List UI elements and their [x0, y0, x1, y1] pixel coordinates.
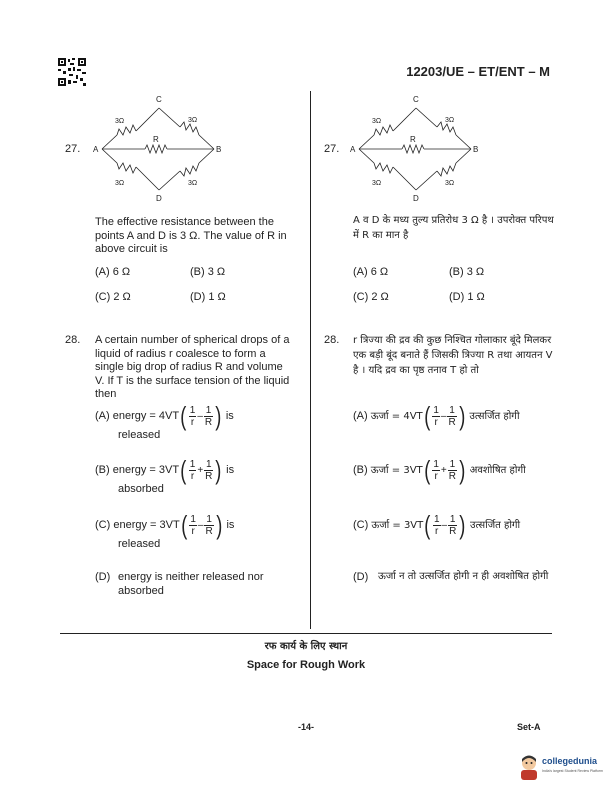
q28-hi-number: 28.	[324, 334, 340, 346]
q27-en-number: 27.	[65, 143, 81, 155]
fraction: $\frac{1}{r}$	[189, 404, 196, 428]
collegedunia-logo	[518, 750, 604, 784]
option-tail: उत्सर्जित होगी	[469, 410, 520, 422]
q28-en-option-c-line2: released	[118, 538, 161, 550]
rough-work-rule	[60, 633, 552, 634]
rough-work-hindi: रफ कार्य के लिए स्थान	[264, 641, 348, 652]
fraction: $\frac{1}{R}$	[448, 458, 456, 482]
q28-hi-option-d: ऊर्जा न तो उत्सर्जित होगी न ही अवशोषित होगी	[378, 571, 549, 582]
logo-name: collegedunia	[542, 756, 598, 766]
set-label: Set-A	[517, 722, 541, 732]
q28-en-option-d: energy is neither released nor absorbed	[118, 571, 264, 597]
q27-en-option-c: (C) 2 Ω	[95, 291, 131, 303]
circuit-res-db: 3Ω	[188, 180, 198, 187]
circuit-label-r: R	[410, 135, 416, 144]
column-divider	[310, 91, 311, 629]
fraction: $\frac{1}{R}$	[448, 404, 456, 428]
circuit-label-d: D	[156, 194, 162, 203]
circuit-label-b: B	[216, 145, 222, 154]
page-number: -14-	[297, 722, 314, 732]
q28-hi-option-d-label: (D)	[353, 571, 369, 583]
logo-tagline: India's largest Student Review Platform	[542, 769, 603, 773]
q27-en-option-a: (A) 6 Ω	[95, 266, 131, 278]
circuit-label-b: B	[473, 145, 479, 154]
q28-hi-option-a: (A) ऊर्जा = 4VT ( $\frac{1}{r}$ – $\frac{1}{R}$ ) उत्सर्जित होगी	[353, 401, 520, 431]
q28-en-option-a: (A) energy = 4VT ( $\frac{1}{r}$ – $\frac{1}{R}$ ) is	[95, 401, 234, 431]
q27-en-option-b: (B) 3 Ω	[190, 266, 226, 278]
fraction: $\frac{1}{r}$	[433, 404, 439, 428]
option-tail: अवशोषित होगी	[469, 464, 526, 476]
q27-hi-option-a: (A) 6 Ω	[353, 266, 389, 278]
circuit-label-r: R	[153, 135, 159, 144]
option-label: (A)	[353, 410, 368, 422]
option-label: (C)	[353, 519, 369, 531]
q28-hi-option-b: (B) ऊर्जा = 3VT ( $\frac{1}{r}$ + $\frac{1}{R}$ ) अवशोषित होगी	[353, 455, 526, 485]
q28-hi-option-c: (C) ऊर्जा = 3VT ( $\frac{1}{r}$ – $\frac{1}{R}$ ) उत्सर्जित होगी	[353, 510, 521, 540]
circuit-res-db: 3Ω	[445, 180, 455, 187]
circuit-res-cb: 3Ω	[188, 117, 198, 124]
fraction: $\frac{1}{R}$	[205, 513, 213, 537]
q27-hi-circuit	[347, 90, 487, 205]
qr-code	[58, 58, 86, 86]
option-label: (C)	[95, 519, 111, 531]
circuit-res-cb: 3Ω	[445, 117, 455, 124]
circuit-label-a: A	[350, 145, 356, 154]
option-tail: is	[225, 410, 234, 422]
option-energy: energy = 4VT	[112, 410, 180, 422]
q27-hi-option-d: (D) 1 Ω	[449, 291, 485, 303]
circuit-res-ad: 3Ω	[115, 180, 125, 187]
q28-en-option-a-line2: released	[118, 429, 161, 441]
fraction: $\frac{1}{R}$	[204, 404, 213, 428]
circuit-res-ad: 3Ω	[372, 180, 382, 187]
q27-en-circuit	[90, 90, 230, 205]
option-energy: ऊर्जा = 4VT	[370, 410, 423, 422]
q28-hi-text: r त्रिज्या की द्रव की कुछ निश्चित गोलाकार बूंदे मिलकर एक बड़ी बूंद बनाते हैं जिसकी त्रिज्या R तथा आयतन V है । यदि द्रव का पृष्ठ तनाव T हो तो	[353, 335, 553, 376]
fraction: $\frac{1}{r}$	[190, 513, 196, 537]
q27-en-option-d: (D) 1 Ω	[190, 291, 226, 303]
q28-en-option-b-line2: absorbed	[118, 483, 164, 495]
option-label: (B)	[353, 464, 368, 476]
circuit-label-d: D	[413, 194, 419, 203]
circuit-res-ac: 3Ω	[115, 118, 125, 125]
option-tail: is	[226, 464, 235, 476]
mascot-icon	[518, 754, 540, 780]
circuit-label-c: C	[156, 95, 162, 104]
paper-code: 12203/UE – ET/ENT – M	[406, 64, 550, 79]
q27-en-text: The effective resistance between the points A and D is 3 Ω. The value of R in above circuit is	[95, 216, 287, 255]
fraction: $\frac{1}{R}$	[205, 458, 213, 482]
option-tail: is	[226, 519, 235, 531]
fraction: $\frac{1}{R}$	[449, 513, 457, 537]
option-label: (A)	[95, 410, 110, 422]
circuit-res-ac: 3Ω	[372, 118, 382, 125]
option-label: (B)	[95, 464, 110, 476]
circuit-label-a: A	[93, 145, 99, 154]
option-energy: energy = 3VT	[113, 519, 180, 531]
option-tail: उत्सर्जित होगी	[470, 519, 521, 531]
rough-work-english: Space for Rough Work	[246, 659, 366, 671]
q27-hi-number: 27.	[324, 143, 340, 155]
option-energy: energy = 3VT	[112, 464, 180, 476]
q28-en-option-c: (C) energy = 3VT ( $\frac{1}{r}$ – $\frac{1}{R}$ ) is	[95, 510, 235, 540]
option-energy: ऊर्जा = 3VT	[370, 464, 423, 476]
q28-en-option-b: (B) energy = 3VT ( $\frac{1}{r}$ + $\frac{1}{R}$ ) is	[95, 455, 235, 485]
q28-en-option-d-label: (D)	[95, 571, 111, 583]
fraction: $\frac{1}{r}$	[433, 458, 439, 482]
q28-en-text: A certain number of spherical drops of a liquid of radius r coalesce to form a single big drop of radius R and volume V. If T is the surface tension of the liquid then	[95, 334, 290, 400]
option-energy: ऊर्जा = 3VT	[371, 519, 424, 531]
q28-en-number: 28.	[65, 334, 81, 346]
q27-hi-option-b: (B) 3 Ω	[449, 266, 485, 278]
q27-hi-option-c: (C) 2 Ω	[353, 291, 389, 303]
q27-hi-text: A व D के मध्य तुल्य प्रतिरोध 3 Ω है । उपरोक्त परिपथ में R का मान है	[353, 215, 554, 241]
circuit-label-c: C	[413, 95, 419, 104]
fraction: $\frac{1}{r}$	[189, 458, 196, 482]
fraction: $\frac{1}{r}$	[433, 513, 440, 537]
